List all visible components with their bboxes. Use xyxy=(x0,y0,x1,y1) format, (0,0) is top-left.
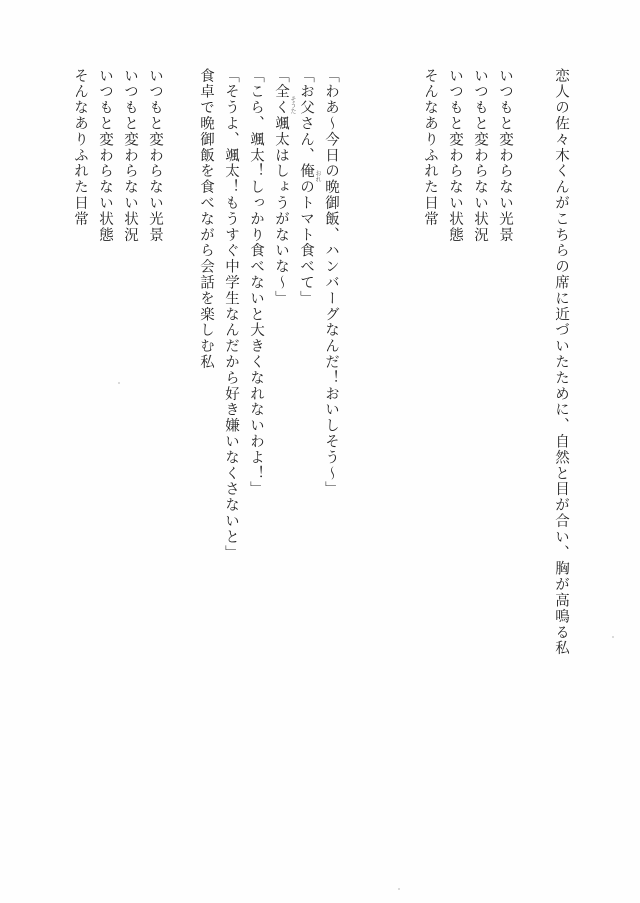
text-line-1: 恋人の佐々木くんがこちらの席に近づいたために、自然と目が合い、胸が高鳴る私 xyxy=(553,68,569,657)
text-line-closing-2: いつもと変わらない状況 xyxy=(122,68,138,243)
dialogue-line-5: 「そうよ、颯太！もうすぐ中学生なんだから好き嫌いなくさないと」 xyxy=(223,68,239,561)
dialogue-line-3: 「全く颯太はしょうがないな〜」 xyxy=(273,68,289,307)
text-line-closing-3: いつもと変わらない状態 xyxy=(97,68,113,243)
furigana-ore: おれ xyxy=(314,170,321,182)
text-line-5: いつもと変わらない状態 xyxy=(447,68,463,243)
dialogue-line-1: 「わあ〜今日の晩御飯、ハンバーグなんだ！おいしそう〜」 xyxy=(323,68,339,498)
furigana-souta: そうた xyxy=(289,96,296,114)
text-line-3: いつもと変わらない光景 xyxy=(497,68,513,243)
text-line-dinner: 食卓で晩御飯を食べながら会話を楽しむ私 xyxy=(198,68,214,371)
text-line-closing-4: そんなありふれた日常 xyxy=(72,68,88,227)
dialogue-line-4: 「こら、颯太！しっかり食べないと大きくなれないわよ！」 xyxy=(248,68,264,498)
dialogue-line-2: 「お父さん、俺のトマト食べて」 xyxy=(298,68,314,307)
paper-speck xyxy=(398,888,400,890)
text-line-6: そんなありふれた日常 xyxy=(422,68,438,227)
text-line-4: いつもと変わらない状況 xyxy=(472,68,488,243)
text-line-closing-1: いつもと変わらない光景 xyxy=(147,68,163,243)
paper-speck xyxy=(118,382,120,384)
paper-speck xyxy=(612,636,614,638)
